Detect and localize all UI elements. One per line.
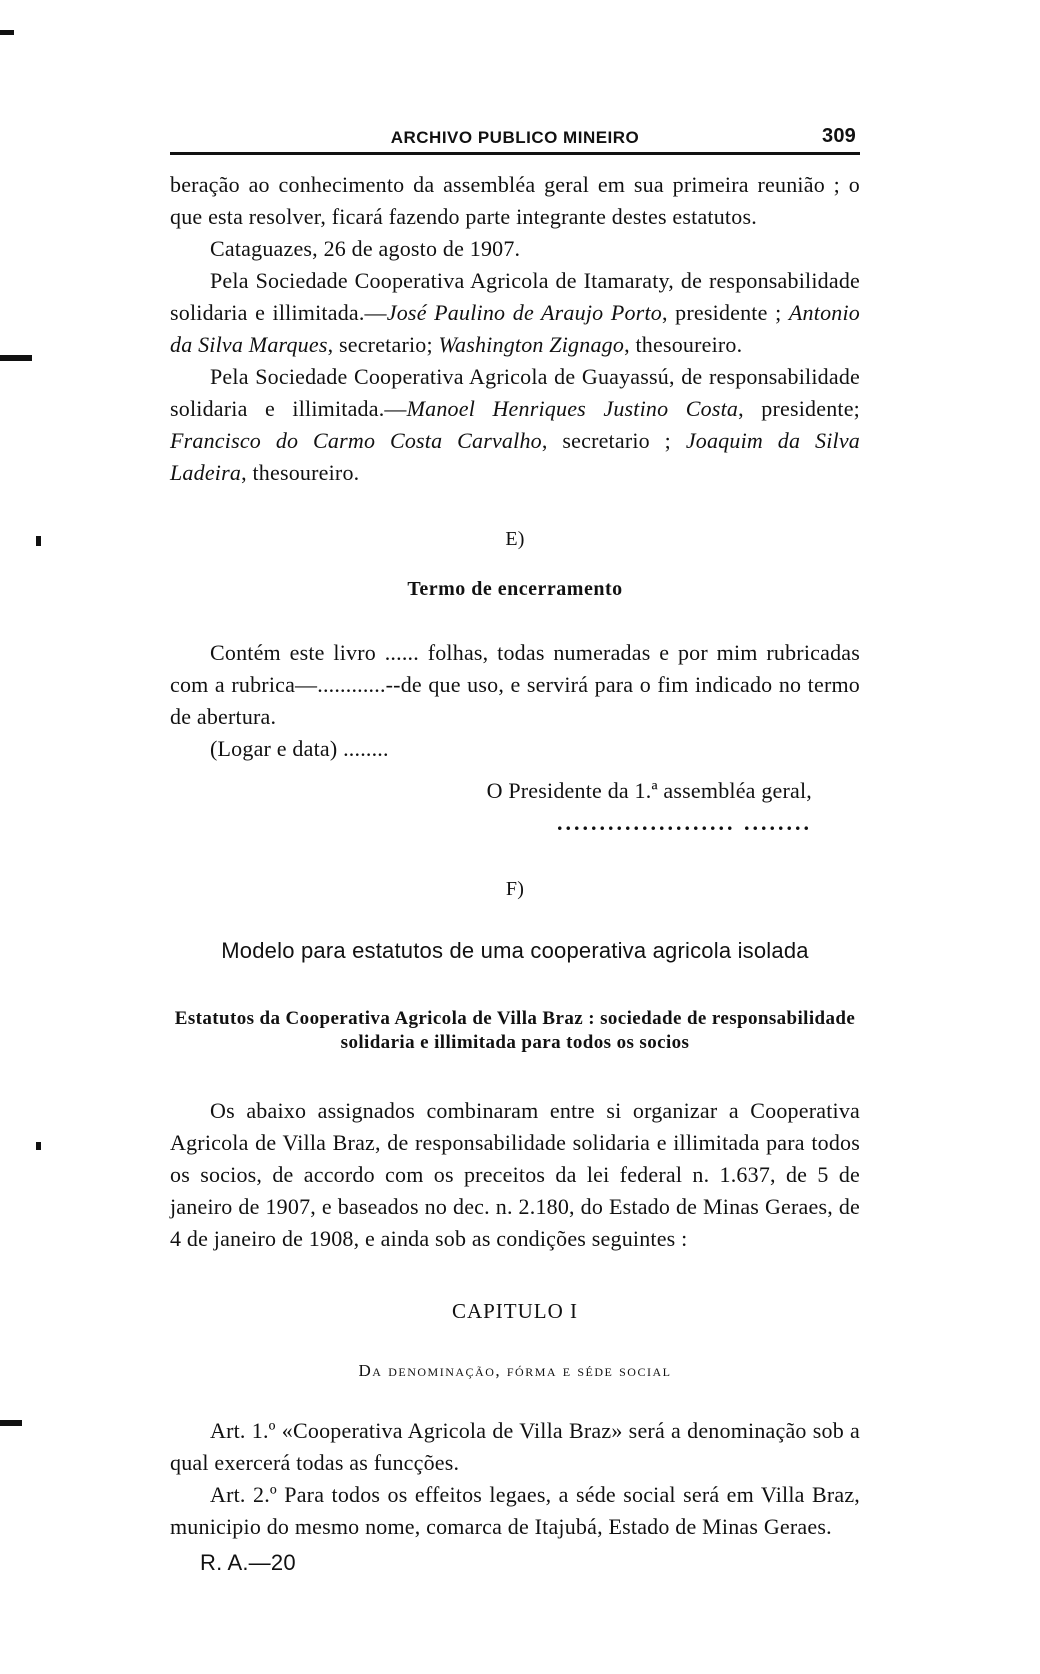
text-span: , thesoureiro.: [241, 460, 360, 485]
chapter-subheading: Da denominação, fórma e séde social: [358, 1361, 672, 1380]
place-date-line: (Logar e data) ........: [210, 736, 389, 761]
running-header: [170, 118, 860, 155]
paragraph-continuation: beração ao conhecimento da assembléa geral em sua primeira reunião ; o que esta resolver, ficará fazendo parte integrante destes estatutos.: [170, 172, 860, 229]
section-title-termo: Termo de encerramento: [407, 578, 623, 600]
person-name: José Paulino de Araujo Porto: [386, 300, 662, 325]
text-span: , presidente ;: [661, 300, 789, 325]
text-span: , presidente;: [738, 396, 860, 421]
section-letter-f: F): [505, 878, 525, 900]
document-page: [170, 118, 860, 1579]
person-name: Francisco do Carmo Costa Carvalho: [170, 428, 542, 453]
person-name: Antonio da Silva Marques: [170, 300, 860, 357]
section-letter-e: E): [505, 528, 525, 550]
paragraph-intro: Os abaixo assignados combinaram entre si organizar a Cooperativa Agricola de Villa Braz, de responsabilidade solidaria e illimitada para todos os socios, de accordo com os preceitos da lei federal n. 1.637, de 5 de janeiro de 1907, e baseados no dec. n. 2.180, do Estado de Minas Geraes, de 4 de janeiro de 1908, e ainda sob as condições seguintes :: [170, 1098, 860, 1251]
paragraph-termo: Contém este livro ...... folhas, todas numeradas e por mim rubricadas com a rubrica—............--de que uso, e servirá para o fim indicado no termo de abertura.: [170, 640, 860, 729]
model-title: Modelo para estatutos de uma cooperativa agricola isolada: [221, 938, 809, 963]
text-span: Pela Sociedade Cooperativa Agricola de Guayassú, de responsabilidade solidaria e illimitada.—: [170, 364, 860, 421]
article-2: Art. 2.º Para todos os effeitos legaes, a séde social será em Villa Braz, municipio do mesmo nome, comarca de Itajubá, Estado de Minas Geraes.: [170, 1482, 860, 1539]
scan-edge-mark: [0, 355, 32, 361]
text-span: , secretario ;: [541, 428, 686, 453]
scan-edge-mark: [36, 536, 41, 546]
scan-edge-mark: [0, 1420, 22, 1426]
text-span: Pela Sociedade Cooperativa Agricola de Itamaraty, de responsabilidade solidaria e illimitada.—: [170, 268, 860, 325]
signature-mark: R. A.—20: [200, 1550, 296, 1575]
statute-title: Estatutos da Cooperativa Agricola de Villa Braz : sociedade de responsabilidade solidaria e illimitada para todos os socios: [174, 1008, 856, 1053]
article-1: Art. 1.º «Cooperativa Agricola de Villa Braz» será a denominação sob a qual exercerá todas as funcções.: [170, 1418, 860, 1475]
page-number: 309: [822, 125, 856, 147]
person-name: Washington Zignago: [438, 332, 625, 357]
signature-dots: ..................... ........: [557, 810, 812, 835]
scan-edge-mark: [36, 1142, 41, 1150]
chapter-heading: CAPITULO I: [451, 1299, 579, 1323]
person-name: Joaquim da Silva Ladeira: [170, 428, 860, 485]
text-span: , thesoureiro.: [624, 332, 743, 357]
paragraph-guayassu: [170, 361, 860, 489]
paragraph-itamaraty: [170, 265, 860, 361]
text-span: , secretario;: [327, 332, 439, 357]
paragraph-date: Cataguazes, 26 de agosto de 1907.: [210, 236, 521, 261]
scan-edge-mark: [0, 30, 14, 35]
person-name: Manoel Henriques Justino Costa: [406, 396, 739, 421]
journal-title: ARCHIVO PUBLICO MINEIRO: [390, 128, 640, 147]
president-signature-line: O Presidente da 1.ª assembléa geral,: [486, 778, 812, 803]
